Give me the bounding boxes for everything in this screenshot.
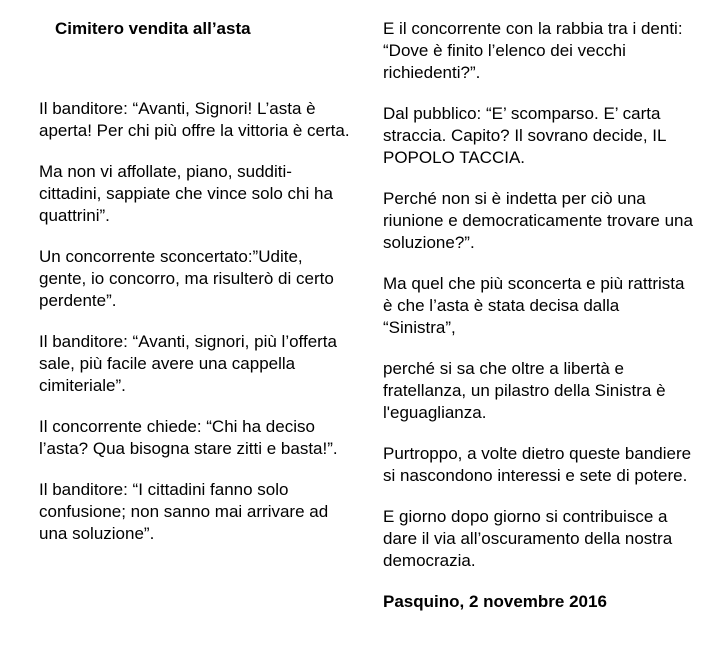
document-title: Cimitero vendita all’asta xyxy=(55,19,251,38)
paragraph: Il banditore: “Avanti, signori, più l’offerta sale, più facile avere una cappella cimiteriale”. xyxy=(39,332,337,395)
right-column xyxy=(383,18,695,613)
paragraph: Il concorrente chiede: “Chi ha deciso l’asta? Qua bisogna stare zitti e basta!”. xyxy=(39,417,338,458)
paragraph: Ma quel che più sconcerta e più rattrista è che l’asta è stata decisa dalla “Sinistra”, xyxy=(383,274,685,337)
paragraph: Perché non si è indetta per ciò una riunione e democraticamente trovare una soluzione?”. xyxy=(383,189,693,252)
paragraph: Ma non vi affollate, piano, sudditi-cittadini, sappiate che vince solo chi ha quattrini”. xyxy=(39,162,333,225)
signature: Pasquino, 2 novembre 2016 xyxy=(383,592,607,611)
left-column xyxy=(39,18,351,564)
paragraph: Purtroppo, a volte dietro queste bandiere si nascondono interessi e sete di potere. xyxy=(383,444,692,485)
paragraph: Un concorrente sconcertato:”Udite, gente, io concorro, ma risulterò di certo perdente”. xyxy=(39,247,334,310)
paragraph: Dal pubblico: “E’ scomparso. E’ carta straccia. Capito? Il sovrano decide, IL POPOLO TACCIA. xyxy=(383,104,666,167)
paragraph: Il banditore: “I cittadini fanno solo confusione; non sanno mai arrivare ad una soluzione”. xyxy=(39,480,329,543)
paragraph: E il concorrente con la rabbia tra i denti: “Dove è finito l’elenco dei vecchi richiedenti?”. xyxy=(383,19,683,82)
paragraph: perché si sa che oltre a libertà e fratellanza, un pilastro della Sinistra è l'eguaglianza. xyxy=(383,359,666,422)
paragraph: E giorno dopo giorno si contribuisce a dare il via all’oscuramento della nostra democrazia. xyxy=(383,507,673,570)
paragraph: Il banditore: “Avanti, Signori! L’asta è aperta! Per chi più offre la vittoria è certa. xyxy=(39,99,350,140)
